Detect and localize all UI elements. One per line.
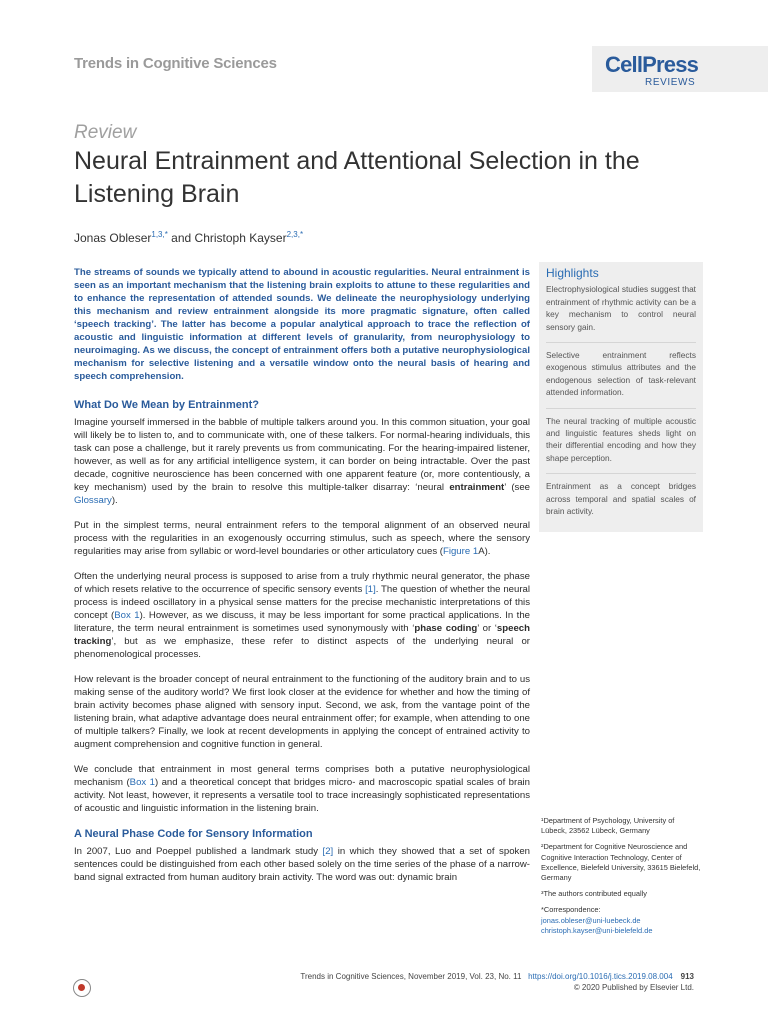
body-paragraph: [74, 416, 530, 507]
glossary-link[interactable]: Glossary: [74, 495, 112, 506]
email-link[interactable]: jonas.obleser@uni-luebeck.de: [541, 915, 641, 925]
box-link[interactable]: Box 1: [129, 777, 155, 788]
text-run: ) and a theoretical concept that bridges micro- and macroscopic spatial scales of brain activity. Not least, however, it represents a versatile tool to trace increasingly sophisticated representations of acoustic and linguistic information in the listening brain.: [74, 777, 530, 814]
body-paragraph: [74, 570, 530, 661]
affiliations: [541, 816, 701, 942]
author-separator: and: [167, 231, 195, 245]
reference-link[interactable]: [2]: [322, 846, 334, 857]
section-heading: A Neural Phase Code for Sensory Information: [74, 828, 313, 840]
text-run: ’ (see: [504, 482, 530, 493]
publisher-logo-subtitle: REVIEWS: [645, 77, 696, 88]
text-run: ’ or ‘: [477, 623, 497, 634]
correspondence: [541, 905, 701, 936]
email-link[interactable]: christoph.kayser@uni-bielefeld.de: [541, 925, 653, 935]
body-paragraph: How relevant is the broader concept of neural entrainment to the functioning of the auditory brain and to us making sense of the auditory world? We first look closer at the evidence for whether and how the timing of brain activity becomes phase aligned with sensory input. Second, we ask, from the vantage point of the listening brain, what adaptive advantage does neural entrainment offer; for example, when attending to one of multiple talkers? Finally, we look at recent developments in applying the concept of entrained activity to augment comprehension and cognitive function in general.: [74, 674, 530, 750]
body-paragraph: [74, 845, 530, 884]
glossary-term: phase coding: [414, 623, 478, 634]
text-run: ). However, as we discuss, it may be less important for some practical applications. In the literature, the term neural entrainment is sometimes used synonymously with ‘: [74, 610, 531, 634]
affiliation: ¹Department of Psychology, University of Lübeck, 23562 Lübeck, Germany: [541, 816, 675, 836]
article-type: Review: [74, 122, 137, 143]
citation: Trends in Cognitive Sciences, November 2019, Vol. 23, No. 11: [300, 972, 522, 981]
affiliation: ²Department for Cognitive Neuroscience and Cognitive Interaction Technology, Center of Excellence, Bielefeld University, 33615 Bielefeld, Germany: [541, 842, 701, 883]
page-number: 913: [680, 972, 694, 981]
text-run: Imagine yourself immersed in the babble of multiple talkers around you. In this common situation, your goal will likely be to listen to, and to communicate with, one of these talkers. For normal-hearing individuals, this task can pose a challenge, but it rarely prevents us from communicating. For the hearing-impaired listener, however, as well as for any artificial intelligence system, it can border on being intractable. Over the past decade, cognitive neuroscience has been concerned with one apparent feature (or, more contentiously, a key mechanism) used by the brain to resolve this multiple-talker disarray: ‘neural: [74, 417, 530, 493]
correspondence-label: *Correspondence:: [541, 905, 601, 915]
journal-name: Trends in Cognitive Sciences: [74, 55, 277, 72]
highlight-item: Electrophysiological studies suggest that entrainment of rhythmic activity can be a key mechanism to control neural sensory gain.: [546, 284, 696, 332]
author-name: Christoph Kayser: [194, 231, 287, 245]
body-paragraph: [74, 519, 530, 558]
check-for-updates-icon[interactable]: [73, 979, 91, 997]
highlight-item: Entrainment as a concept bridges across temporal and spatial scales of brain activity.: [546, 473, 696, 526]
author-affiliation-link[interactable]: 1,3,*: [151, 230, 168, 239]
author-affiliation-link[interactable]: 2,3,*: [286, 230, 304, 239]
figure-link[interactable]: Figure 1: [442, 546, 479, 557]
glossary-term: speech tracking: [74, 623, 530, 647]
reference-link[interactable]: [1]: [365, 584, 376, 595]
copyright: © 2020 Published by Elsevier Ltd.: [573, 982, 694, 992]
author-name: Jonas Obleser: [74, 231, 152, 245]
box-link[interactable]: Box 1: [114, 610, 140, 621]
text-run: In 2007, Luo and Poeppel published a landmark study: [74, 846, 323, 857]
highlight-item: The neural tracking of multiple acoustic and linguistic features sheds light on their differential encoding and how they shape perception.: [546, 408, 696, 474]
doi-link[interactable]: https://doi.org/10.1016/j.tics.2019.08.004: [528, 972, 673, 981]
highlights-title: Highlights: [546, 266, 599, 280]
highlight-item: Selective entrainment reflects exogenous stimulus attributes and the endogenous selection of task-relevant attended information.: [546, 342, 696, 408]
text-run: ).: [111, 495, 118, 506]
text-run: . The question of whether the neural process is indeed oscillatory in a physical sense matters for the precise mechanistic interpretations of this concept (: [74, 584, 530, 621]
text-run: Put in the simplest terms, neural entrainment refers to the temporal alignment of an observed neural process with the regularities in an exogenously occurring stimulus, such as speech, where the sensory regularities may arise from syllabic or word-level boundaries or other articulatory cues (: [74, 520, 530, 557]
text-run: Often the underlying neural process is supposed to arise from a truly rhythmic neural generator, the phase of which resets relative to the occurrence of specific sensory events: [74, 571, 530, 595]
affiliation: ³The authors contributed equally: [541, 889, 647, 899]
page-footer: [300, 972, 694, 993]
text-run: in which they showed that a set of spoken sentences could be distinguished from each other based solely on the time series of the phase of a narrow-band signal extracted from human auditory brain activity. The word was out: dynamic brain: [74, 846, 530, 883]
author-list: [74, 230, 303, 245]
highlights-box: [539, 262, 703, 532]
article-title: Neural Entrainment and Attentional Selection in the Listening Brain: [74, 147, 640, 208]
main-column: [74, 266, 530, 896]
text-run: A).: [478, 546, 491, 557]
section-heading: What Do We Mean by Entrainment?: [74, 399, 259, 411]
text-run: We conclude that entrainment in most general terms comprises both a putative neurophysiological mechanism (: [74, 764, 530, 788]
body-paragraph: [74, 763, 530, 815]
glossary-term: entrainment: [449, 482, 505, 493]
text-run: ’, but as we emphasize, these refer to distinct aspects of the underlying neural or phenomenological processes.: [74, 636, 530, 660]
abstract: The streams of sounds we typically attend to abound in acoustic regularities. Neural entrainment is seen as an important mechanism that the listening brain exploits to attune to these regularities and to enhance the representation of attended sounds. We delineate the neurophysiology underlying this mechanism and review entrainment alongside its more pragmatic signature, often called ‘speech tracking’. The latter has become a popular analytical approach to trace the reflection of acoustic and linguistic information at different levels of granularity, from neurophysiology to neuroimaging. As we discuss, the concept of entrainment offers both a putative neurophysiological mechanism for selective listening and a versatile window onto the neural basis of hearing and speech comprehension.: [74, 267, 530, 382]
publisher-logo[interactable]: CellPress: [605, 52, 699, 77]
